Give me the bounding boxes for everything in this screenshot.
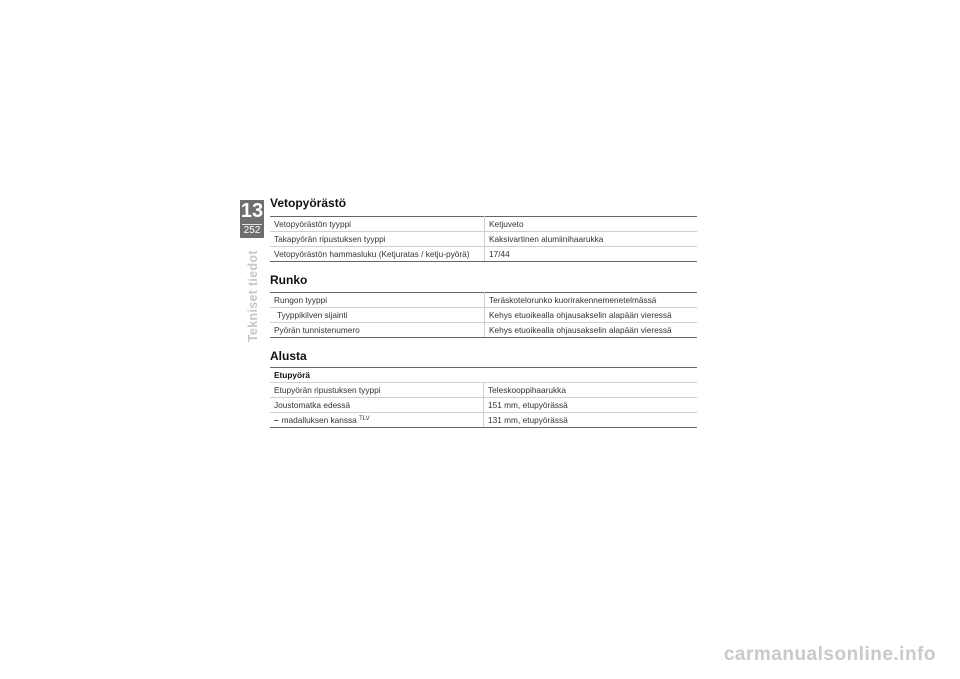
row-value: Teleskooppihaarukka <box>484 383 698 398</box>
table-row <box>270 323 697 338</box>
row-value: 131 mm, etupyörässä <box>484 413 698 428</box>
row-label: Pyörän tunnistenumero <box>270 323 485 338</box>
tlv-superscript: TLV <box>359 416 370 422</box>
frame-table <box>270 292 697 338</box>
drivetrain-table <box>270 216 697 262</box>
section-title-drivetrain: Vetopyörästö <box>270 196 347 210</box>
section-frame <box>270 273 697 338</box>
row-value: 151 mm, etupyörässä <box>484 398 698 413</box>
section-title-chassis: Alusta <box>270 349 307 363</box>
row-label: Vetopyörästön tyyppi <box>270 217 485 232</box>
row-value: Teräskotelorunko kuorirakennemenetelmässä <box>485 293 698 308</box>
row-label: Rungon tyyppi <box>270 293 485 308</box>
section-title-frame: Runko <box>270 273 308 287</box>
row-value: Kaksivartinen alumiinihaarukka <box>485 232 698 247</box>
watermark <box>0 644 960 666</box>
table-row <box>270 308 697 323</box>
row-label-lowered <box>270 413 484 428</box>
row-value: 17/44 <box>485 247 698 262</box>
table-row <box>270 293 697 308</box>
chapter-number: 13 <box>240 200 264 222</box>
table-row <box>270 383 697 398</box>
watermark-text: carmanualsonline.info <box>723 644 936 665</box>
table-subheading-row <box>270 368 697 383</box>
row-label-text: madalluksen kanssa <box>281 415 357 425</box>
table-row <box>270 217 697 232</box>
spec-content <box>270 196 697 428</box>
chassis-table <box>270 367 697 428</box>
page-number: 252 <box>243 225 261 236</box>
row-value: Kehys etuoikealla ohjausakselin alapään vieressä <box>485 323 698 338</box>
table-row <box>270 232 697 247</box>
dash-icon: – <box>274 415 279 425</box>
chapter-title-vertical: Tekniset tiedot <box>246 250 260 342</box>
row-value: Kehys etuoikealla ohjausakselin alapään vieressä <box>485 308 698 323</box>
row-label: Etupyörän ripustuksen tyyppi <box>270 383 484 398</box>
row-label: Takapyörän ripustuksen tyyppi <box>270 232 485 247</box>
table-row <box>270 398 697 413</box>
section-drivetrain <box>270 196 697 262</box>
table-subheading: Etupyörä <box>270 368 697 383</box>
row-label: Joustomatka edessä <box>270 398 484 413</box>
table-row <box>270 247 697 262</box>
row-label: Vetopyörästön hammasluku (Ketjuratas / ketju-pyörä) <box>270 247 485 262</box>
section-chassis <box>270 349 697 428</box>
row-value: Ketjuveto <box>485 217 698 232</box>
row-label: Tyyppikilven sijainti <box>270 308 485 323</box>
table-row <box>270 413 697 428</box>
